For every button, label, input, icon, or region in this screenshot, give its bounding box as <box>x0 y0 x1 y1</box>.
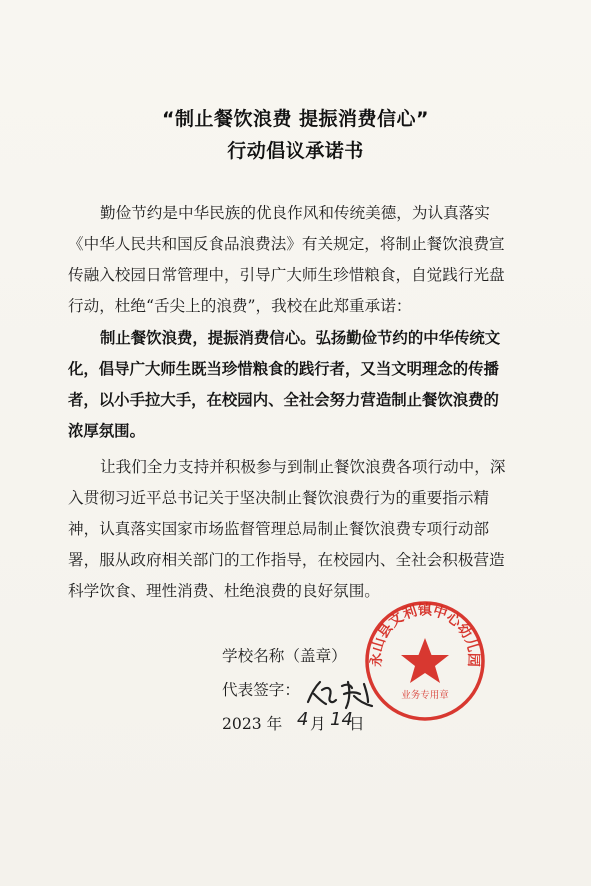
paragraph-line: 传融入校园日常管理中，引导广大师生珍惜粮食，自觉践行光盘 <box>68 266 505 284</box>
seal-text: 永山县文利镇中心幼儿园 <box>368 602 482 668</box>
paragraph-line: 化，倡导广大师生既当珍惜粮食的践行者，又当文明理念的传播 <box>68 360 499 378</box>
svg-text:业务专用章: 业务专用章 <box>401 690 449 701</box>
paragraph-line: 神，认真落实国家市场监督管理总局制止餐饮浪费专项行动部 <box>68 520 490 538</box>
paragraph-line: 浓厚氛围。 <box>68 422 145 440</box>
date-day-handwritten: 14 <box>330 709 353 730</box>
paragraph-line: 勤俭节约是中华民族的优良作风和传统美德，为认真落实 <box>100 204 490 222</box>
title-line-2: 行动倡议承诺书 <box>227 140 364 162</box>
paragraph-2-bold <box>68 323 542 447</box>
date-year: 2023 年 <box>222 715 283 733</box>
paragraph-3 <box>68 452 542 607</box>
star-icon <box>401 638 449 683</box>
paragraph-line: 者，以小手拉大手，在校园内、全社会努力营造制止餐饮浪费的 <box>68 391 499 409</box>
date-month-handwritten: 4 <box>297 709 309 730</box>
representative-label: 代表签字： <box>222 681 300 699</box>
paragraph-1 <box>68 198 542 322</box>
paragraph-line: 《中华人民共和国反食品浪费法》有关规定，将制止餐饮浪费宣 <box>68 235 505 253</box>
paragraph-line: 入贯彻习近平总书记关于坚决制止餐饮浪费行为的重要指示精 <box>68 489 490 507</box>
paragraph-line: 让我们全力支持并积极参与到制止餐饮浪费各项行动中，深 <box>100 458 506 476</box>
official-seal-stamp <box>362 598 488 724</box>
paragraph-line: 制止餐饮浪费，提振消费信心。弘扬勤俭节约的中华传统文 <box>100 329 501 347</box>
paragraph-line: 署，服从政府相关部门的工作指导，在校园内、全社会积极营造 <box>68 551 505 569</box>
paragraph-line: 科学饮食、理性消费、杜绝浪费的良好氛围。 <box>68 582 380 600</box>
date-day-unit: 日 <box>349 715 365 733</box>
paragraph-line: 行动，杜绝“舌尖上的浪费”，我校在此郑重承诺： <box>68 297 412 315</box>
title-line-1: “制止餐饮浪费 提振消费信心” <box>161 108 430 130</box>
date-month-unit: 月 <box>310 715 326 733</box>
school-name-label: 学校名称（盖章） <box>222 647 347 665</box>
